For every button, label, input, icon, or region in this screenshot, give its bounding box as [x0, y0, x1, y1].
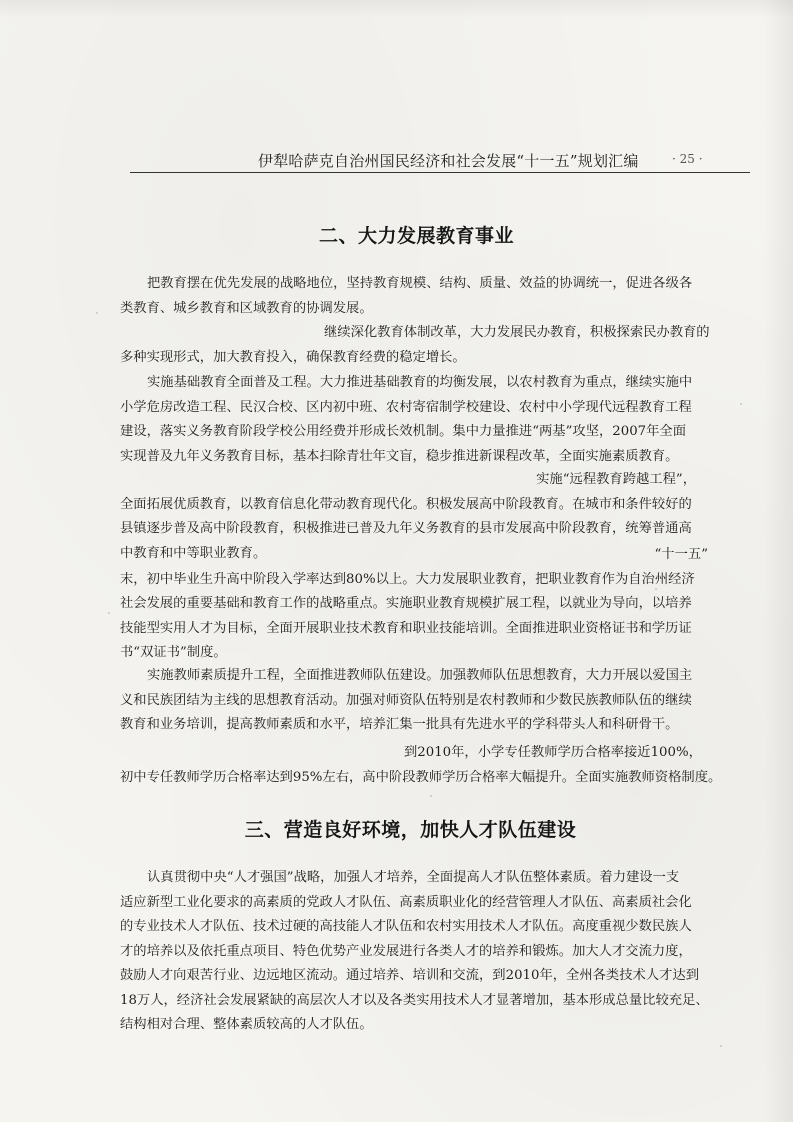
- scan-speck: [720, 1045, 722, 1047]
- scan-speck: [655, 588, 657, 590]
- scan-speck: [108, 612, 110, 614]
- text-line: “十一五”: [654, 547, 708, 562]
- text-line: 末，初中毕业生升高中阶段入学率达到80%以上。大力发展职业教育，把职业教育作为自治州经济: [120, 571, 695, 587]
- paragraph: [120, 272, 708, 321]
- text-line: 结构相对合理、整体素质较高的人才队伍。: [120, 1017, 373, 1032]
- text-line: 实施基础教育全面普及工程。大力推进基础教育的均衡发展，以农村教育为重点，继续实施中: [147, 375, 693, 390]
- text-line: 把教育摆在优先发展的战略地位，坚持教育规模、结构、质量、效益的协调统一，促进各级各: [147, 276, 693, 291]
- text-line: 全面拓展优质教育，以教育信息化带动教育现代化。积极发展高中阶段教育。在城市和条件较好的: [120, 496, 692, 512]
- section-heading-talent: 三、营造良好环境，加快人才队伍建设: [244, 819, 577, 841]
- text-line: 义和民族团结为主线的思想教育活动。加强对师资队伍特别是农村教师和少数民族教师队伍的继续: [120, 692, 692, 708]
- text-line: 社会发展的重要基础和教育工作的战略重点。实施职业教育规模扩展工程，以就业为导向，以培养: [120, 596, 692, 611]
- text-line: 建设，落实义务教育阶段学校公用经费并形成长效机制。集中力量推进“两基”攻坚，2007年全面: [120, 424, 687, 439]
- running-header-title: 伊犁哈萨克自治州国民经济和社会发展“十一五”规划汇编: [258, 152, 639, 170]
- text-line: 实施教师素质提升工程，全面推进教师队伍建设。加强教师队伍思想教育，大力开展以爱国主: [147, 668, 693, 683]
- text-line: 书“双证书”制度。: [120, 645, 227, 660]
- scan-shadow-right: [763, 0, 793, 1122]
- paragraph: [120, 321, 708, 370]
- section-heading-education: 二、大力发展教育事业: [318, 225, 514, 247]
- scan-speck: [430, 795, 432, 797]
- text-line: 中教育和中等职业教育。: [120, 545, 267, 561]
- text-line: 实施“远程教育跨越工程”，: [536, 472, 696, 487]
- header-rule: [130, 172, 750, 173]
- text-line: 技能型实用人才为目标，全面开展职业技术教育和职业技能培训。全面推进职业资格证书和学历证: [120, 620, 692, 636]
- text-line: 初中专任教师学历合格率达到95%左右，高中阶段教师学历合格率大幅提升。全面实施教师资格制度。: [120, 769, 722, 785]
- text-line: 多种实现形式，加大教育投入，确保教育经费的稳定增长。: [120, 349, 466, 365]
- text-line: 继续深化教育体制改革，大力发展民办教育，积极探索民办教育的: [324, 325, 710, 340]
- page-number: · 25 ·: [672, 152, 703, 166]
- text-line: 的专业技术人才队伍、技术过硬的高技能人才队伍和农村实用技术人才队伍。高度重视少数民族人: [120, 919, 692, 934]
- text-line: 鼓励人才向艰苦行业、边远地区流动。通过培养、培训和交流，到2010年，全州各类技术人才达到: [120, 968, 700, 983]
- text-line: 小学危房改造工程、民汉合校、区内初中班、农村寄宿制学校建设、农村中小学现代远程教育工程: [120, 399, 692, 415]
- text-line: 县镇逐步普及高中阶段教育，积极推进已普及九年义务教育的县市发展高中阶段教育，统筹普通高: [120, 521, 692, 536]
- paragraph: [120, 371, 708, 469]
- text-line: 18万人，经济社会发展紧缺的高层次人才以及各类实用技术人才显著增加，基本形成总量比较充足、: [120, 992, 709, 1008]
- text-line: 适应新型工业化要求的高素质的党政人才队伍、高素质职业化的经营管理人才队伍、高素质社会化: [120, 894, 692, 910]
- paragraph: [120, 866, 708, 1038]
- paragraph: [120, 664, 708, 738]
- scan-speck: [96, 312, 98, 314]
- scan-shadow-top: [0, 0, 793, 18]
- text-line: 实现普及九年义务教育目标，基本扫除青壮年文盲，稳步推进新课程改革，全面实施素质教育。: [120, 448, 679, 464]
- scan-speck: [740, 403, 742, 405]
- paragraph: [120, 741, 722, 790]
- text-line: 才的培养以及依托重点项目、特色优势产业发展进行各类人才的培养和锻炼。加大人才交流力度，: [120, 943, 692, 959]
- text-line: 认真贯彻中央“人才强国”战略，加强人才培养，全面提高人才队伍整体素质。着力建设一支: [147, 870, 680, 885]
- text-line: 教育和业务培训，提高教师素质和水平，培养汇集一批具有先进水平的学科带头人和科研骨干。: [120, 717, 679, 732]
- text-line: 到2010年，小学专任教师学历合格率接近100%，: [404, 745, 702, 760]
- text-line: 类教育、城乡教育和区域教育的协调发展。: [120, 300, 373, 316]
